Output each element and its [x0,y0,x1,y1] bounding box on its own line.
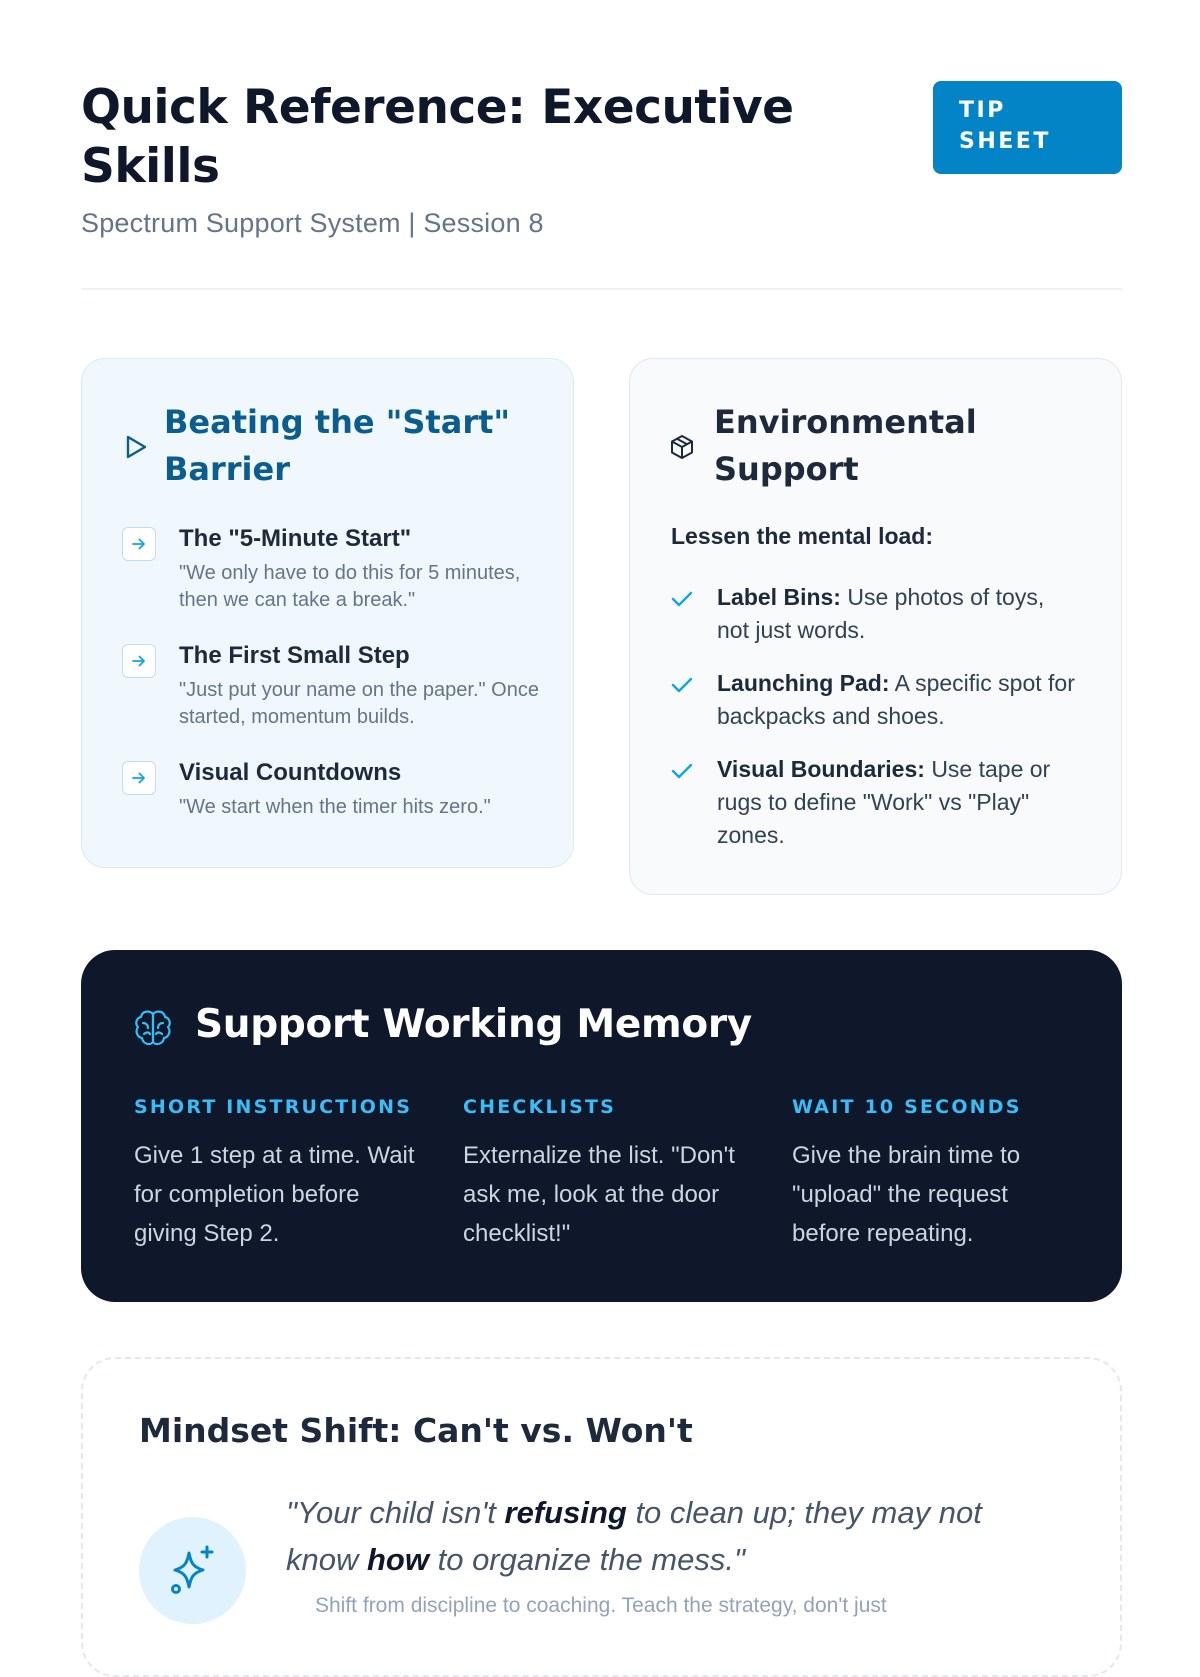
play-icon [122,433,150,461]
check-icon [671,676,693,694]
brain-icon [133,1009,173,1047]
item-label: Label Bins: [717,584,841,610]
item-text: Use tape or rugs to define "Work" vs "Play" zones. [717,756,1051,848]
item-text: A specific spot for backpacks and shoes. [717,670,1075,729]
memory-column [792,1096,1082,1253]
env-lead-text: Lessen the mental load: [671,523,934,549]
env-list [671,581,1081,872]
header-divider [81,288,1122,290]
item-title: The "5-Minute Start" [179,525,412,552]
mindset-shift-card [81,1357,1122,1677]
sparkle-icon [167,1543,219,1597]
column-text: Externalize the list. "Don't ask me, look at the door checklist!" [463,1142,735,1247]
column-heading: CHECKLISTS [463,1096,616,1118]
arrow-right-icon [122,761,156,795]
column-text: Give 1 step at a time. Wait for completion before giving Step 2. [134,1142,415,1247]
item-description: "We start when the timer hits zero." [179,796,491,818]
start-barrier-card [81,358,574,868]
list-item [671,667,1081,733]
list-item [122,523,542,614]
mindset-quote: "Your child isn't refusing to clean up; they may not know how to organize the mess." [286,1495,982,1577]
list-item [122,757,542,821]
mindset-title: Mindset Shift: Can't vs. Won't [139,1411,693,1450]
item-title: The First Small Step [179,642,410,669]
memory-column [463,1096,753,1253]
column-text: Give the brain time to "upload" the request before repeating. [792,1142,1021,1247]
item-description: "We only have to do this for 5 minutes, then we can take a break." [179,562,521,611]
memory-column [134,1096,424,1253]
environmental-support-card [629,358,1122,895]
start-card-title: Beating the "Start" Barrier [164,403,511,488]
list-item [671,581,1081,647]
check-icon [671,590,693,608]
box-icon [668,433,696,461]
column-heading: WAIT 10 SECONDS [792,1096,1022,1118]
item-description: "Just put your name on the paper." Once started, momentum builds. [179,679,539,728]
env-card-title: Environmental Support [714,403,977,488]
start-list [122,523,542,847]
item-label: Visual Boundaries: [717,756,925,782]
page-title: Quick Reference: Executive Skills [81,80,794,194]
working-memory-panel [81,950,1122,1302]
mindset-note: Shift from discipline to coaching. Teach the strategy, don't just [315,1594,887,1617]
item-text: Use photos of toys, not just words. [717,584,1045,643]
memory-title: Support Working Memory [195,1002,752,1047]
item-title: Visual Countdowns [179,759,402,786]
arrow-right-icon [122,644,156,678]
item-label: Launching Pad: [717,670,890,696]
column-heading: SHORT INSTRUCTIONS [134,1096,413,1118]
check-icon [671,762,693,780]
tip-sheet-badge: TIP SHEET [933,81,1122,174]
list-item [122,640,542,731]
sparkle-badge [139,1517,246,1624]
arrow-right-icon [122,527,156,561]
list-item [671,753,1081,852]
page-subtitle: Spectrum Support System | Session 8 [81,208,544,238]
